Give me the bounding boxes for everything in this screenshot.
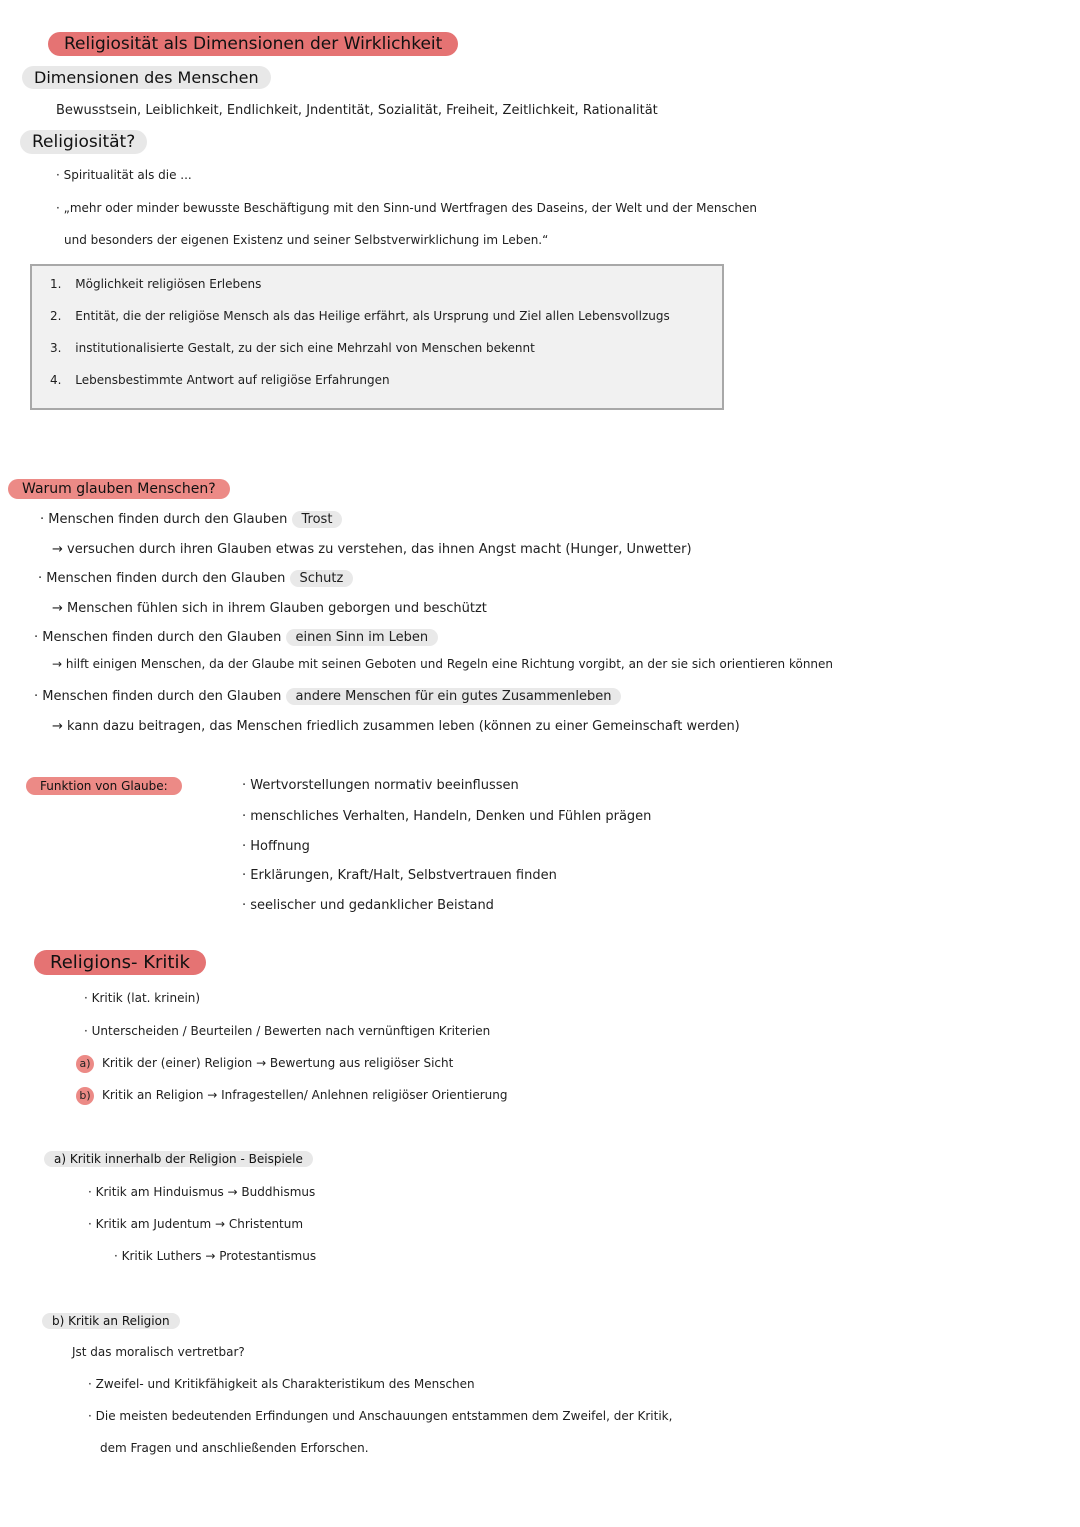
box-item-4 — [50, 373, 390, 387]
warum-line-text: · Menschen finden durch den Glauben — [34, 630, 282, 645]
warum-line-text: · Menschen finden durch den Glauben — [34, 689, 282, 704]
kritik-item: · Kritik (lat. krinein) — [84, 991, 201, 1005]
box-item-2 — [50, 309, 670, 323]
definition-box — [30, 264, 724, 410]
religiositaet-heading: Religiosität? — [20, 130, 147, 154]
warum-line-7 — [34, 689, 621, 704]
box-item-text: Entität, die der religiöse Mensch als das Heilige erfährt, als Ursprung und Ziel allen Lebensvollzugs — [75, 309, 670, 323]
kritik-b-line — [76, 1087, 507, 1105]
funktion-item: · Hoffnung — [242, 839, 310, 854]
box-item-1 — [50, 277, 261, 291]
warum-highlight: Schutz — [290, 570, 354, 587]
dimensionen-list: Bewusstsein, Leiblichkeit, Endlichkeit, Jndentität, Sozialität, Freiheit, Zeitlichkeit, Rationalität — [56, 103, 658, 118]
box-item-text: institutionalisierte Gestalt, zu der sich eine Mehrzahl von Menschen bekennt — [75, 341, 535, 355]
religiositaet-quote-line2: und besonders der eigenen Existenz und seiner Selbstverwirklichung im Leben.“ — [64, 233, 549, 247]
box-item-number: 1. — [50, 277, 62, 291]
dimensionen-heading: Dimensionen des Menschen — [22, 66, 271, 89]
kritik-a-heading: a) Kritik innerhalb der Religion - Beispiele — [44, 1151, 313, 1167]
kritik-b-heading: b) Kritik an Religion — [42, 1313, 180, 1329]
kritik-a-item: · Kritik am Hinduismus → Buddhismus — [88, 1185, 316, 1199]
box-item-text: Möglichkeit religiösen Erlebens — [75, 277, 262, 291]
funktion-item: · Wertvorstellungen normativ beeinflussen — [242, 778, 519, 793]
kritik-a-text: Kritik der (einer) Religion → Bewertung aus religiöser Sicht — [102, 1056, 454, 1070]
kritik-a-item: · Kritik am Judentum → Christentum — [88, 1217, 304, 1231]
warum-line-5 — [34, 630, 438, 645]
kritik-b-question: Jst das moralisch vertretbar? — [72, 1345, 245, 1359]
warum-line-8: → kann dazu beitragen, das Menschen friedlich zusammen leben (können zu einer Gemeinschaft werden) — [52, 719, 740, 734]
warum-heading: Warum glauben Menschen? — [8, 479, 230, 499]
warum-line-2: → versuchen durch ihren Glauben etwas zu verstehen, das ihnen Angst macht (Hunger, Unwetter) — [52, 542, 692, 557]
warum-line-1 — [40, 512, 342, 527]
religiositaet-item: · Spiritualität als die ... — [56, 168, 192, 182]
kritik-a-line — [76, 1055, 453, 1073]
box-item-number: 2. — [50, 309, 62, 323]
kritik-a-item: · Kritik Luthers → Protestantismus — [114, 1249, 317, 1263]
box-item-3 — [50, 341, 535, 355]
box-item-text: Lebensbestimmte Antwort auf religiöse Erfahrungen — [75, 373, 390, 387]
warum-line-text: · Menschen finden durch den Glauben — [40, 512, 288, 527]
kritik-b-last-line: dem Fragen und anschließenden Erforschen. — [100, 1441, 369, 1455]
kritik-item: · Unterscheiden / Beurteilen / Bewerten nach vernünftigen Kriterien — [84, 1024, 491, 1038]
kritik-a-marker: a) — [76, 1055, 94, 1073]
kritik-b-marker: b) — [76, 1087, 94, 1105]
page-title: Religiosität als Dimensionen der Wirklichkeit — [48, 32, 458, 56]
religiositaet-quote-line1: · „mehr oder minder bewusste Beschäftigung mit den Sinn-und Wertfragen des Daseins, der Welt und der Menschen — [56, 201, 757, 215]
funktion-item: · seelischer und gedanklicher Beistand — [242, 898, 494, 913]
funktion-label: Funktion von Glaube: — [26, 777, 182, 795]
warum-line-4: → Menschen fühlen sich in ihrem Glauben geborgen und beschützt — [52, 601, 487, 616]
warum-highlight: Trost — [292, 511, 343, 528]
kritik-b-item: · Die meisten bedeutenden Erfindungen und Anschauungen entstammen dem Zweifel, der Kritik, — [88, 1409, 673, 1423]
warum-highlight: andere Menschen für ein gutes Zusammenleben — [286, 688, 622, 705]
kritik-b-item: · Zweifel- und Kritikfähigkeit als Charakteristikum des Menschen — [88, 1377, 475, 1391]
warum-line-3 — [38, 571, 353, 586]
funktion-item: · menschliches Verhalten, Handeln, Denken und Fühlen prägen — [242, 809, 652, 824]
box-item-number: 3. — [50, 341, 62, 355]
funktion-item: · Erklärungen, Kraft/Halt, Selbstvertrauen finden — [242, 868, 557, 883]
warum-line-6: → hilft einigen Menschen, da der Glaube mit seinen Geboten und Regeln eine Richtung vorgibt, an der sie sich orientieren können — [52, 657, 834, 671]
kritik-b-text: Kritik an Religion → Infragestellen/ Anlehnen religiöser Orientierung — [102, 1088, 508, 1102]
kritik-heading: Religions- Kritik — [34, 950, 206, 975]
warum-line-text: · Menschen finden durch den Glauben — [38, 571, 286, 586]
warum-highlight: einen Sinn im Leben — [286, 629, 439, 646]
box-item-number: 4. — [50, 373, 62, 387]
